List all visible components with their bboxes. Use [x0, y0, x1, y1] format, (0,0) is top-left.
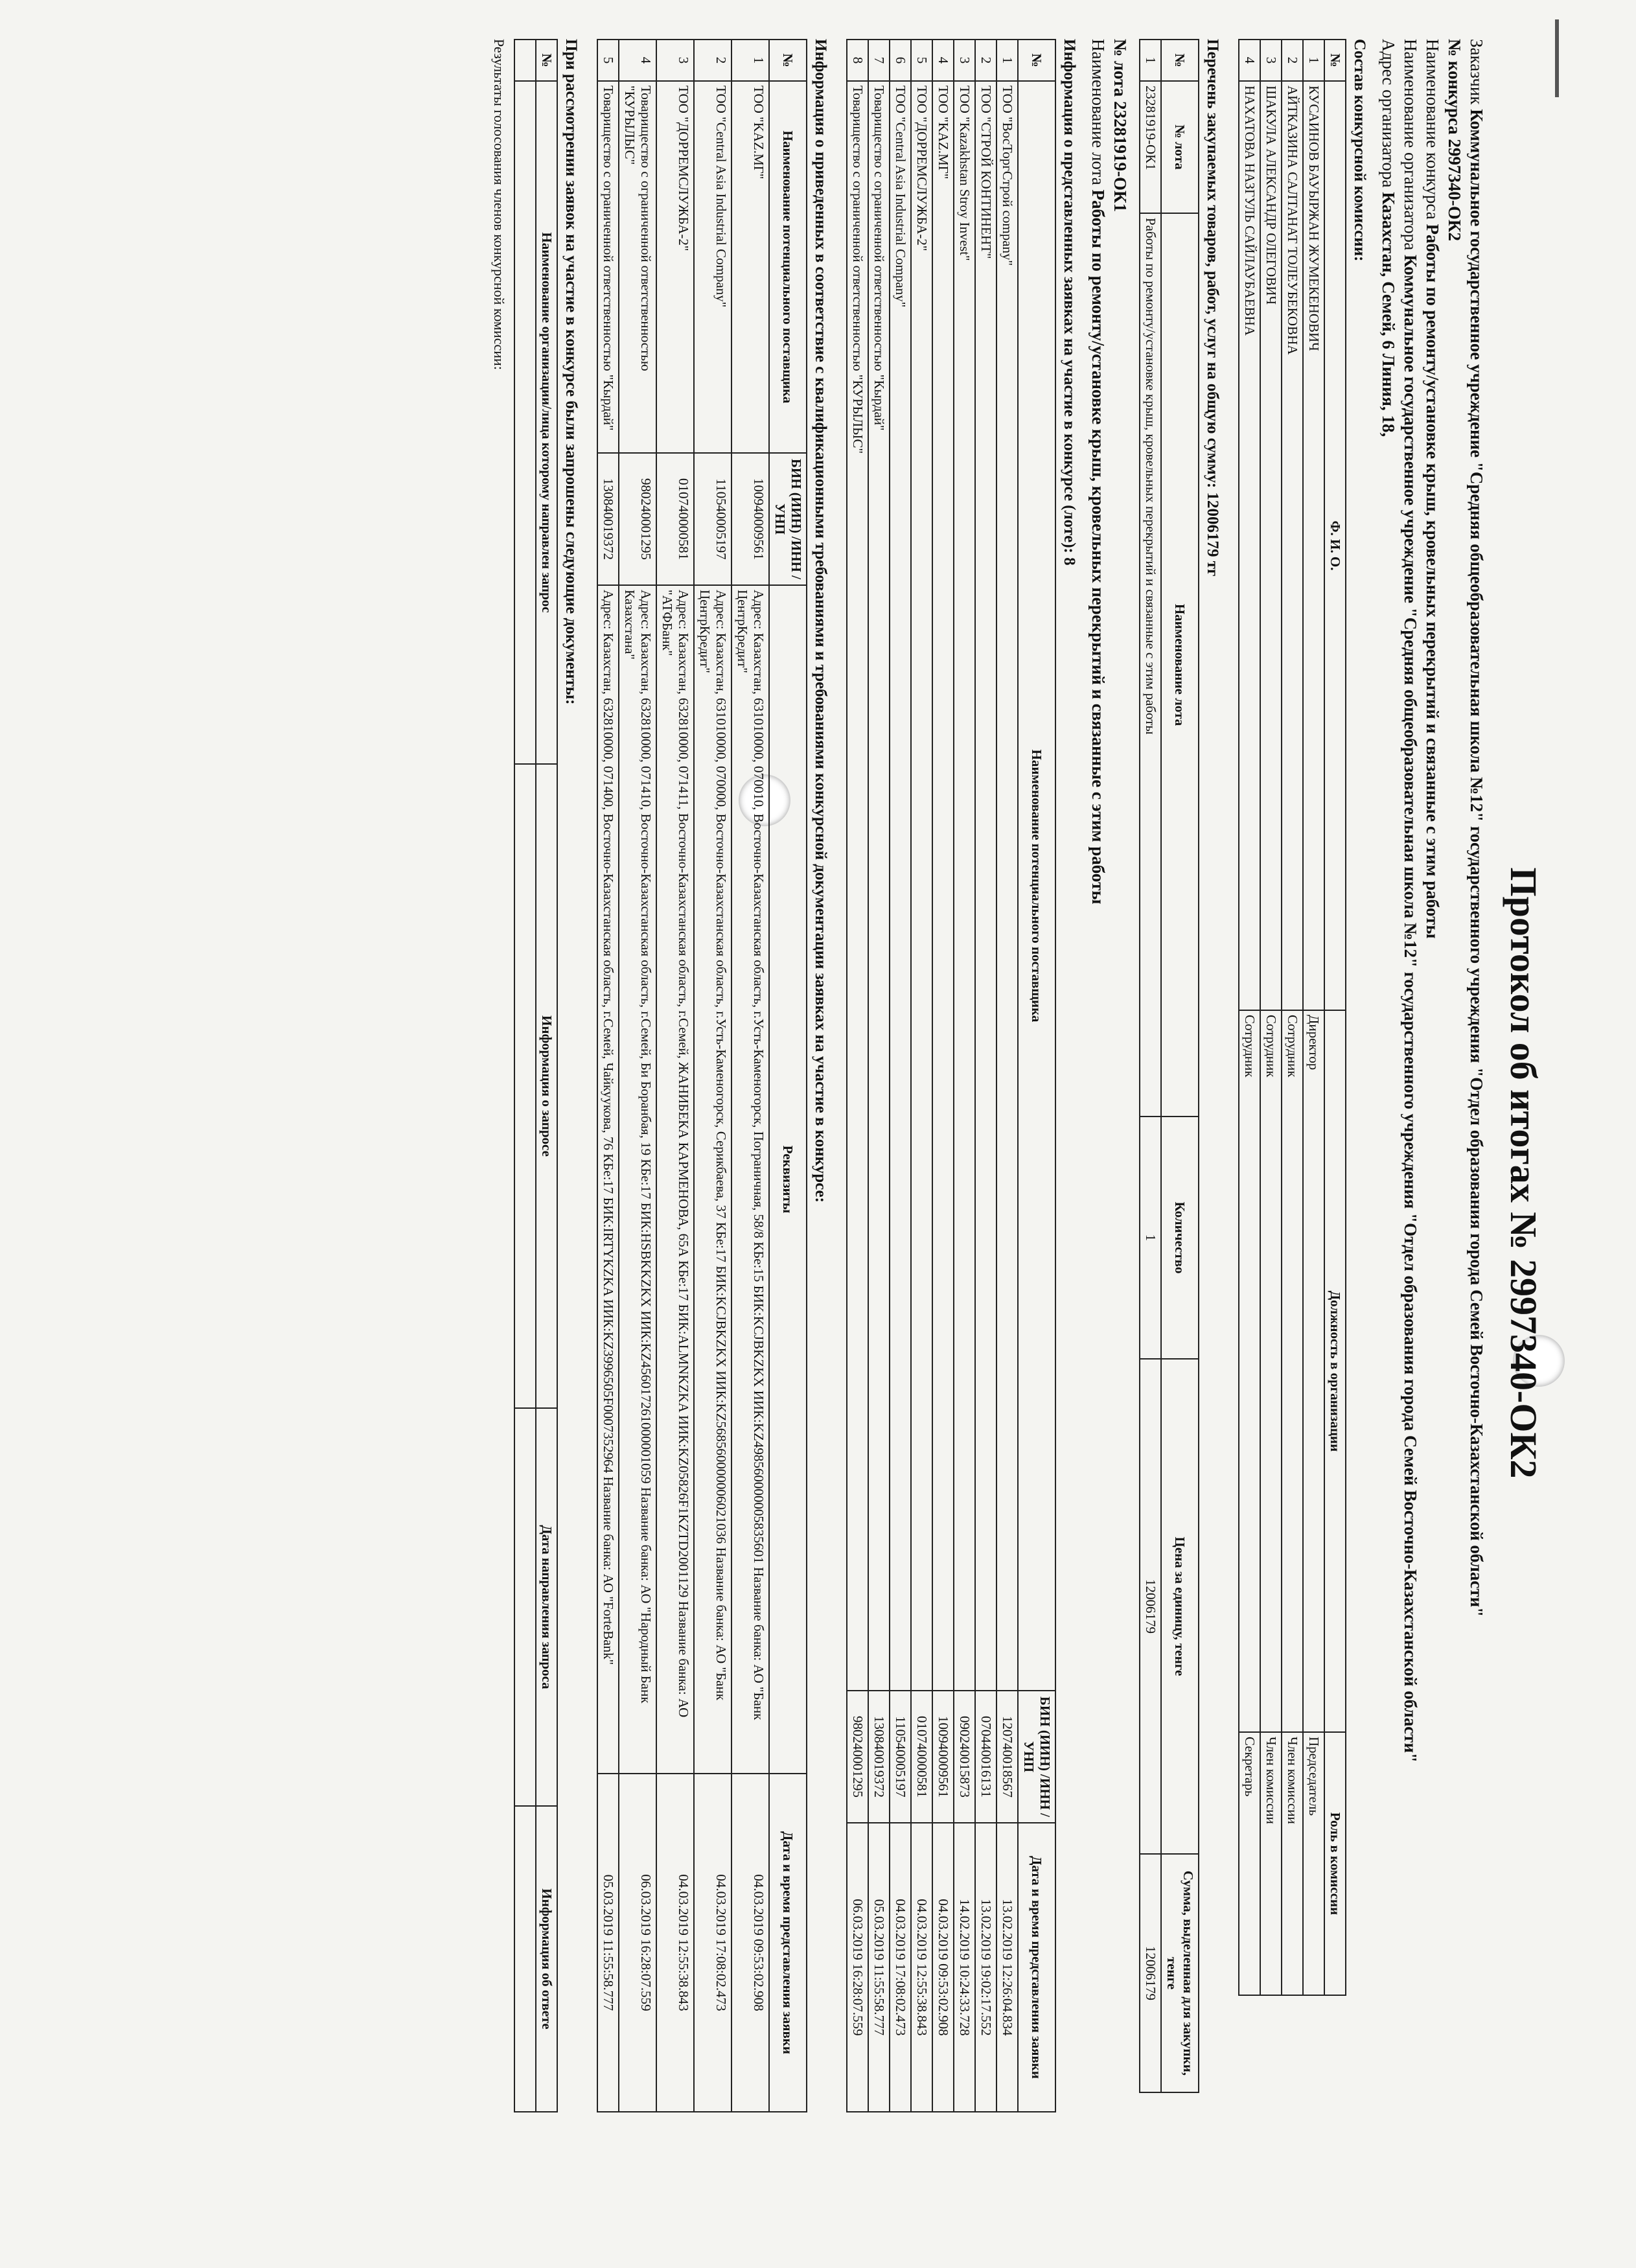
requests-table: № Наименование организации/лица которому направлен запрос Информация о запросе Дата направления запроса Информация об ответе: [514, 39, 558, 2112]
table-row: [656, 40, 694, 2112]
bids-heading: Информация о представленных заявках на участие в конкурсе (лоте): 8: [1061, 39, 1078, 566]
table-cell: 1: [1140, 1117, 1161, 1359]
commission-table: № Ф. И. О. Должность в организации Роль в комиссии 1 КУСАИНОВ БАУЫРЖАН ЖУМЕКЕНОВИЧ Директор Председатель 2 АЙТКАЗИНА САЛТАНАТ ТОЛЕУБЕКОВНА Сотрудник Член комиссии 3 ШАКУЛА АЛЕКСАНДР ОЛЕГОВИЧ Сотрудник Член комиссии 4 НАХАТОВА НАЗГУЛЬ САЙЛАУБАЕВНА Сотрудник Секретарь: [1238, 39, 1346, 1996]
table-cell: 7: [868, 40, 890, 81]
table-cell: 4: [932, 40, 954, 81]
table-cell: 2: [694, 40, 732, 81]
table-cell: Сотрудник: [1282, 1010, 1303, 1732]
table-cell: ТОО "ДОРРЕМСЛУЖБА-2": [911, 81, 932, 1691]
table-cell: 4: [1239, 40, 1260, 81]
table-row: [847, 40, 868, 2112]
bids-table: № Наименование потенциального поставщика БИН (ИИН) /ИНН /УНП Дата и время представления заявки 1 ТОО "ВосТоргСтрой company" 120740018567 13.02.2019 12:26:04.834 2 ТОО "СТРОЙ КОНТИНЕНТ" 070440016131 13.02.2019 19:02:17.552 3 ТОО "Kazakhstan Stroy Invest" 090240015873 14.02.2019 10:24:33.728 4 ТОО "KAZ.MГ" 100940009561 04.03.2019 09:53:02.908 5 ТОО "ДОРРЕМСЛУЖБА-2" 010740000581 04.03.2019 12:55:38.843 6 ТОО "Central Asia Industrial Company" 110540005197 04.03.2019 17:08:02.473 7 Товарищество с ограниченной ответственностью "Кырдай" 130840019372 05.03.2019 11:55:58.777 8 Товарищество с ограниченной ответственностью "КУРЫЛЫС" 980240001295 06.03.2019 16:28:07.559: [846, 39, 1056, 2112]
table-row: [975, 40, 997, 2112]
table-cell: Сотрудник: [1260, 1010, 1282, 1732]
table-row: [868, 40, 890, 2112]
purchases-heading: Перечень закупаемых товаров, работ, услуг на общую сумму: 12006179 тг: [1204, 39, 1221, 577]
table-cell: 12006179: [1140, 1854, 1161, 2092]
qualified-table: № Наименование потенциального поставщика БИН (ИИН) /ИНН /УНП Реквизиты Дата и время представления заявки 1 ТОО "KAZ.MГ" 100940009561 Адрес: Казахстан, 631010000, 070010, Восточно-Казахстанская область, г.Усть-Каменогорск, Пограничная, 58/8 КБе:15 БИК:KCJBKZKX ИИК:KZ498560000005835601 Название банка: АО "Банк ЦентрКредит" 04.03.2019 09:53:02.908 2 ТОО "Central Asia Industrial Company" 110540005197 Адрес: Казахстан, 631010000, 070000, Восточно-Казахстанская область, г.Усть-Каменогорск, Серикбаева, 37 КБе:17 БИК:KCJBKZKX ИИК:KZ568560000006021036 Название банка: АО "Банк ЦентрКредит" 04.03.2019 17:08:02.473 3 ТОО "ДОРРЕМСЛУЖБА-2" 010740000581 Адрес: Казахстан, 632810000, 071411, Восточно-Казахстанская область, г.Семей, ЖАНИБЕКА КАРМЕНОВА, 65А КБе:17 БИК:ALMNKZKA ИИК:KZ05826F1KZTD2001129 Название банка: АО "АТФБанк" 04.03.2019 12:55:38.843 4 Товарищество с ограниченной ответственностью "КУРЫЛЫС" 980240001295 Адрес: Казахстан, 632810000, 071410, Восточно-Казахстанская область, г.Семей, Би Боранбая, 19 КБе:17 БИК:HSBKKZKX ИИК:KZ456017261000001059 Название банка: АО "Народный Банк Казахстана" 06.03.2019 16:28:07.559 5 Товарищество с ограниченной ответственностью "Кырдай" 130840019372 Адрес: Казахстан, 632810000, 071400, Восточно-Казахстанская область, г.Семей, Чайкуукова, 76 КБе:17 БИК:IRTYKZKA ИИК:KZ3996505F0007352964 Название банка: АО "ForteBank" 05.03.2019 11:55:58.777: [597, 39, 807, 2112]
qualified-heading: Информация о приведенных в соответствие с квалификационными требованиями и требованиями конкурсной документации заявках на участие в конкурсе:: [812, 39, 829, 1203]
table-row: [997, 40, 1018, 2112]
table-cell: 5: [597, 40, 619, 81]
table-cell: 05.03.2019 11:55:58.777: [597, 1774, 619, 2112]
table-cell: Товарищество с ограниченной ответственностью "Кырдай": [868, 81, 890, 1691]
table-cell: 980240001295: [619, 453, 656, 585]
customer-line: Заказчик Коммунальное государственное учреждение "Средняя общеобразовательная школа №12" государственного учреждения "Отдел образования города Семей Восточно-Казахстанской области": [1467, 39, 1486, 1617]
table-cell: Товарищество с ограниченной ответственностью "Кырдай": [597, 81, 619, 453]
table-cell: 090240015873: [954, 1691, 975, 1823]
table-row: [954, 40, 975, 2112]
table-cell: ШАКУЛА АЛЕКСАНДР ОЛЕГОВИЧ: [1260, 81, 1282, 1010]
table-cell: Товарищество с ограниченной ответственностью "КУРЫЛЫС": [619, 81, 656, 453]
table-row: [932, 40, 954, 2112]
table-cell: Адрес: Казахстан, 632810000, 071400, Восточно-Казахстанская область, г.Семей, Чайкуукова, 76 КБе:17 БИК:IRTYKZKA ИИК:KZ3996505F0007352964 Название банка: АО "ForteBank": [597, 585, 619, 1774]
table-cell: 04.03.2019 17:08:02.473: [890, 1823, 911, 2112]
document-title: Протокол об итогах № 2997340-ОК2: [1503, 867, 1545, 1479]
organizer-address: Казахстан, Семей, 6 Линия, 18,: [1379, 192, 1398, 437]
customer-name: Коммунальное государственное учреждение "Средняя общеобразовательная школа №12" государственного учреждения "Отдел образования города Семей Восточно-Казахстанской области": [1467, 109, 1486, 1617]
purchases-table: № № лота Наименование лота Количество Цена за единицу, тенге Сумма, выделенная для закупки, тенге 1 23281919-ОК1 Работы по ремонту/установке крыш, кровельных перекрытий и связанные с этим работы 1 12006179 12006179: [1139, 39, 1199, 2093]
table-cell: 04.03.2019 12:55:38.843: [656, 1774, 694, 2112]
table-cell: 1: [997, 40, 1018, 81]
contest-number: 2997340-ОК2: [1445, 139, 1464, 241]
table-cell: ТОО "KAZ.MГ": [932, 81, 954, 1691]
table-cell: 010740000581: [911, 1691, 932, 1823]
table-cell: 23281919-ОК1: [1140, 81, 1161, 213]
table-row: [1239, 40, 1260, 1995]
voting-heading: Результаты голосования членов конкурсной комиссии:: [491, 39, 507, 370]
table-cell: 130840019372: [868, 1691, 890, 1823]
table-cell: 1: [732, 40, 769, 81]
table-cell: 8: [847, 40, 868, 81]
table-row: [1303, 40, 1324, 1995]
table-cell: НАХАТОВА НАЗГУЛЬ САЙЛАУБАЕВНА: [1239, 81, 1260, 1010]
table-cell: ТОО "СТРОЙ КОНТИНЕНТ": [975, 81, 997, 1691]
table-row: [911, 40, 932, 2112]
organizer-line: Наименование организатора Коммунальное государственное учреждение "Средняя общеобразовательная школа №12" государственного учреждения "Отдел образования города Семей Восточно-Казахстанской области": [1401, 39, 1420, 1763]
table-row: [1260, 40, 1282, 1995]
table-cell: Член комиссии: [1260, 1732, 1282, 1995]
table-cell: 1: [1303, 40, 1324, 81]
table-cell: 06.03.2019 16:28:07.559: [847, 1823, 868, 2112]
table-cell: ТОО "ВосТоргСтрой company": [997, 81, 1018, 1691]
lot-number: 23281919-ОК1: [1111, 101, 1130, 213]
table-cell: 3: [656, 40, 694, 81]
table-cell: 13.02.2019 12:26:04.834: [997, 1823, 1018, 2112]
table-row: [1282, 40, 1303, 1995]
table-cell: Адрес: Казахстан, 631010000, 070000, Восточно-Казахстанская область, г.Усть-Каменогорск, Серикбаева, 37 КБе:17 БИК:KCJBKZKX ИИК:KZ568560000006021036 Название банка: АО "Банк ЦентрКредит": [694, 585, 732, 1774]
table-cell: 5: [911, 40, 932, 81]
table-cell: Работы по ремонту/установке крыш, кровельных перекрытий и связанные с этим работы: [1140, 213, 1161, 1117]
table-cell: 110540005197: [694, 453, 732, 585]
table-cell: 110540005197: [890, 1691, 911, 1823]
requests-heading: При рассмотрении заявок на участие в конкурсе были запрошены следующие документы:: [562, 39, 580, 705]
table-cell: 3: [954, 40, 975, 81]
table-cell: КУСАИНОВ БАУЫРЖАН ЖУМЕКЕНОВИЧ: [1303, 81, 1324, 1010]
table-cell: Член комиссии: [1282, 1732, 1303, 1995]
table-cell: Адрес: Казахстан, 631010000, 070010, Восточно-Казахстанская область, г.Усть-Каменогорск, Пограничная, 58/8 КБе:15 БИК:KCJBKZKX ИИК:KZ498560000005835601 Название банка: АО "Банк ЦентрКредит": [732, 585, 769, 1774]
table-cell: 100940009561: [932, 1691, 954, 1823]
table-cell: 06.03.2019 16:28:07.559: [619, 1774, 656, 2112]
table-cell: Председатель: [1303, 1732, 1324, 1995]
table-cell: ТОО "Central Asia Industrial Company": [694, 81, 732, 453]
lot-name-line: Наименование лота Работы по ремонту/установке крыш, кровельных перекрытий и связанные с этим работы: [1089, 39, 1108, 905]
table-cell: 14.02.2019 10:24:33.728: [954, 1823, 975, 2112]
table-cell: Товарищество с ограниченной ответственностью "КУРЫЛЫС": [847, 81, 868, 1691]
table-cell: ТОО "Kazakhstan Stroy Invest": [954, 81, 975, 1691]
table-cell: Сотрудник: [1239, 1010, 1260, 1732]
table-row: [694, 40, 732, 2112]
table-cell: 3: [1260, 40, 1282, 81]
table-cell: 12006179: [1140, 1359, 1161, 1854]
table-cell: 04.03.2019 17:08:02.473: [694, 1774, 732, 2112]
table-cell: 100940009561: [732, 453, 769, 585]
table-cell: 04.03.2019 12:55:38.843: [911, 1823, 932, 2112]
table-cell: 04.03.2019 09:53:02.908: [732, 1774, 769, 2112]
table-cell: 13.02.2019 19:02:17.552: [975, 1823, 997, 2112]
table-cell: Адрес: Казахстан, 632810000, 071410, Восточно-Казахстанская область, г.Семей, Би Боранбая, 19 КБе:17 БИК:HSBKKZKX ИИК:KZ456017261000001059 Название банка: АО "Народный Банк Казахстана": [619, 585, 656, 1774]
table-row: [890, 40, 911, 2112]
table-cell: 1: [1140, 40, 1161, 81]
table-cell: ТОО "KAZ.MГ": [732, 81, 769, 453]
table-cell: 010740000581: [656, 453, 694, 585]
table-cell: 120740018567: [997, 1691, 1018, 1823]
lot-name: Работы по ремонту/установке крыш, кровельных перекрытий и связанные с этим работы: [1089, 189, 1108, 905]
table-cell: Директор: [1303, 1010, 1324, 1732]
table-row: [732, 40, 769, 2112]
table-cell: 2: [975, 40, 997, 81]
table-cell: АЙТКАЗИНА САЛТАНАТ ТОЛЕУБЕКОВНА: [1282, 81, 1303, 1010]
organizer-name: Коммунальное государственное учреждение "Средняя общеобразовательная школа №12" государственного учреждения "Отдел образования города Семей Восточно-Казахстанской области": [1401, 255, 1420, 1763]
commission-heading: Состав конкурсной комиссии:: [1351, 39, 1368, 262]
table-cell: ТОО "ДОРРЕМСЛУЖБА-2": [656, 81, 694, 453]
contest-name: Работы по ремонту/установке крыш, кровельных перекрытий и связанные с этим работы: [1423, 224, 1442, 939]
table-row: [1140, 40, 1161, 2092]
contest-name-line: Наименование конкурса Работы по ремонту/установке крыш, кровельных перекрытий и связанные с этим работы: [1423, 39, 1442, 939]
table-row: [514, 40, 536, 2112]
table-cell: 2: [1282, 40, 1303, 81]
lot-number-line: № лота 23281919-ОК1: [1111, 39, 1130, 213]
table-cell: ТОО "Central Asia Industrial Company": [890, 81, 911, 1691]
table-cell: Секретарь: [1239, 1732, 1260, 1995]
table-cell: 4: [619, 40, 656, 81]
contest-number-line: № конкурса 2997340-ОК2: [1445, 39, 1464, 241]
table-cell: 05.03.2019 11:55:58.777: [868, 1823, 890, 2112]
table-row: [597, 40, 619, 2112]
address-line: Адрес организатора Казахстан, Семей, 6 Линия, 18,: [1379, 39, 1398, 437]
table-cell: 6: [890, 40, 911, 81]
table-cell: 130840019372: [597, 453, 619, 585]
table-cell: 980240001295: [847, 1691, 868, 1823]
protocol-document: [490, 39, 1545, 2177]
table-cell: Адрес: Казахстан, 632810000, 071411, Восточно-Казахстанская область, г.Семей, ЖАНИБЕКА КАРМЕНОВА, 65А КБе:17 БИК:ALMNKZKA ИИК:KZ05826F1KZTD2001129 Название банка: АО "АТФБанк": [656, 585, 694, 1774]
table-cell: 04.03.2019 09:53:02.908: [932, 1823, 954, 2112]
table-cell: 070440016131: [975, 1691, 997, 1823]
table-row: [619, 40, 656, 2112]
